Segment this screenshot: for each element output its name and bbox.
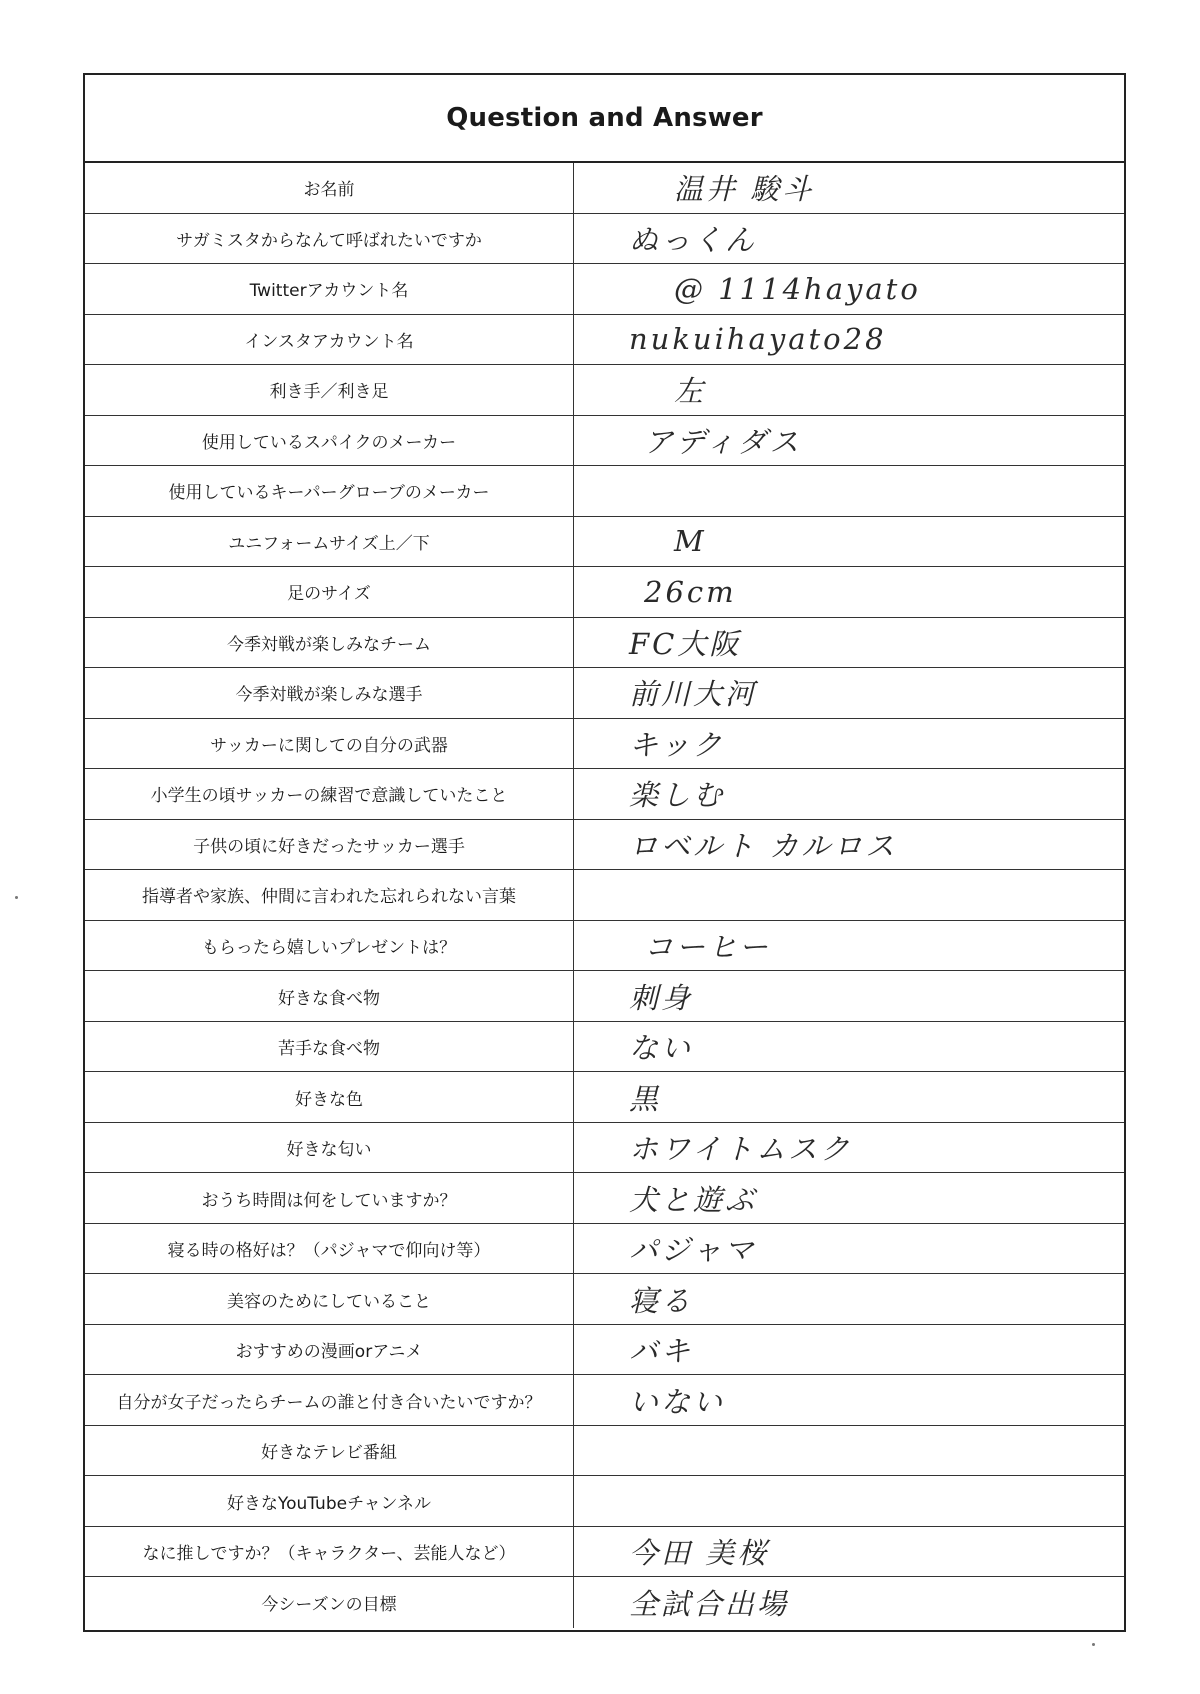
question-cell: 子供の頃に好きだったサッカー選手: [85, 820, 574, 870]
table-row: [85, 971, 1124, 1022]
answer-cell: [574, 1426, 1124, 1476]
table-row: [85, 365, 1124, 416]
question-cell: 利き手／利き足: [85, 365, 574, 415]
table-row: [85, 466, 1124, 517]
qa-sheet: [83, 73, 1126, 1632]
table-row: [85, 1072, 1124, 1123]
answer-cell: バキ: [629, 1334, 694, 1369]
question-cell: 今季対戦が楽しみな選手: [85, 668, 574, 718]
answer-cell: 温井 駿斗: [674, 172, 815, 207]
question-cell: 好きな色: [85, 1072, 574, 1122]
answer-cell: 全試合出場: [629, 1587, 790, 1622]
answer-cell: 26cm: [644, 574, 737, 609]
answer-cell: ない: [629, 1031, 694, 1066]
answer-cell: [574, 466, 1124, 516]
answer-cell: 刺身: [629, 980, 694, 1015]
table-row: [85, 1274, 1124, 1325]
answer-cell: [574, 870, 1124, 920]
table-row: [85, 1527, 1124, 1578]
answer-cell: 寝る: [629, 1283, 694, 1318]
table-row: [85, 214, 1124, 265]
answer-cell: パジャマ: [629, 1233, 757, 1268]
question-cell: おすすめの漫画orアニメ: [85, 1325, 574, 1375]
question-cell: 小学生の頃サッカーの練習で意識していたこと: [85, 769, 574, 819]
answer-cell: 今田 美桜: [629, 1536, 770, 1571]
table-row: [85, 1426, 1124, 1477]
table-row: [85, 719, 1124, 770]
question-cell: 好きな匂い: [85, 1123, 574, 1173]
answer-cell: 左: [674, 374, 707, 409]
table-row: [85, 264, 1124, 315]
table-row: [85, 1577, 1124, 1628]
table-row: [85, 921, 1124, 972]
question-cell: インスタアカウント名: [85, 315, 574, 365]
question-cell: 苦手な食べ物: [85, 1022, 574, 1072]
question-cell: お名前: [85, 163, 574, 213]
answer-cell: 楽しむ: [629, 778, 726, 813]
answer-cell: ホワイトムスク: [629, 1132, 853, 1167]
table-row: [85, 618, 1124, 669]
table-row: [85, 820, 1124, 871]
question-cell: 自分が女子だったらチームの誰と付き合いたいですか？: [85, 1375, 574, 1425]
answer-cell: キック: [629, 727, 725, 762]
sheet-title: Question and Answer: [446, 103, 763, 133]
scan-speck: [1092, 1643, 1095, 1646]
table-row: [85, 567, 1124, 618]
table-row: [85, 1224, 1124, 1275]
answer-cell: [574, 1476, 1124, 1526]
question-cell: 使用しているキーパーグローブのメーカー: [85, 466, 574, 516]
question-cell: 今季対戦が楽しみなチーム: [85, 618, 574, 668]
question-cell: 寝る時の格好は？（パジャマで仰向け等）: [85, 1224, 574, 1274]
table-row: [85, 1325, 1124, 1376]
answer-cell: 前川大河: [629, 677, 758, 712]
answer-cell: @ 1114hayato: [674, 271, 921, 306]
answer-cell: FC大阪: [629, 626, 742, 661]
table-row: [85, 416, 1124, 467]
table-row: [85, 668, 1124, 719]
qa-table: [85, 163, 1124, 1628]
table-row: [85, 315, 1124, 366]
table-row: [85, 1375, 1124, 1426]
title-cell: [85, 75, 1124, 163]
answer-cell: 犬と遊ぶ: [629, 1182, 758, 1217]
answer-cell: 黒: [629, 1081, 662, 1116]
table-row: [85, 1173, 1124, 1224]
answer-cell: アディダス: [644, 424, 802, 459]
question-cell: おうち時間は何をしていますか？: [85, 1173, 574, 1223]
question-cell: 好きな食べ物: [85, 971, 574, 1021]
table-row: [85, 1123, 1124, 1174]
scan-speck: [15, 896, 18, 899]
table-row: [85, 870, 1124, 921]
question-cell: なに推しですか？（キャラクター、芸能人など）: [85, 1527, 574, 1577]
question-cell: サッカーに関しての自分の武器: [85, 719, 574, 769]
answer-cell: いない: [629, 1384, 726, 1419]
question-cell: サガミスタからなんて呼ばれたいですか: [85, 214, 574, 264]
table-row: [85, 517, 1124, 568]
question-cell: 好きなYouTubeチャンネル: [85, 1476, 574, 1526]
table-row: [85, 1476, 1124, 1527]
table-row: [85, 163, 1124, 214]
question-cell: 使用しているスパイクのメーカー: [85, 416, 574, 466]
question-cell: もらったら嬉しいプレゼントは？: [85, 921, 574, 971]
table-row: [85, 769, 1124, 820]
answer-cell: M: [674, 524, 707, 559]
answer-cell: nukuihayato28: [629, 322, 887, 357]
answer-cell: ぬっくん: [629, 222, 758, 257]
question-cell: 足のサイズ: [85, 567, 574, 617]
question-cell: 指導者や家族、仲間に言われた忘れられない言葉: [85, 870, 574, 920]
question-cell: 美容のためにしていること: [85, 1274, 574, 1324]
answer-cell: コーヒー: [644, 929, 771, 964]
question-cell: 今シーズンの目標: [85, 1577, 574, 1628]
question-cell: 好きなテレビ番組: [85, 1426, 574, 1476]
table-row: [85, 1022, 1124, 1073]
answer-cell: ロベルト カルロス: [629, 828, 898, 863]
question-cell: Twitterアカウント名: [85, 264, 574, 314]
question-cell: ユニフォームサイズ上／下: [85, 517, 574, 567]
